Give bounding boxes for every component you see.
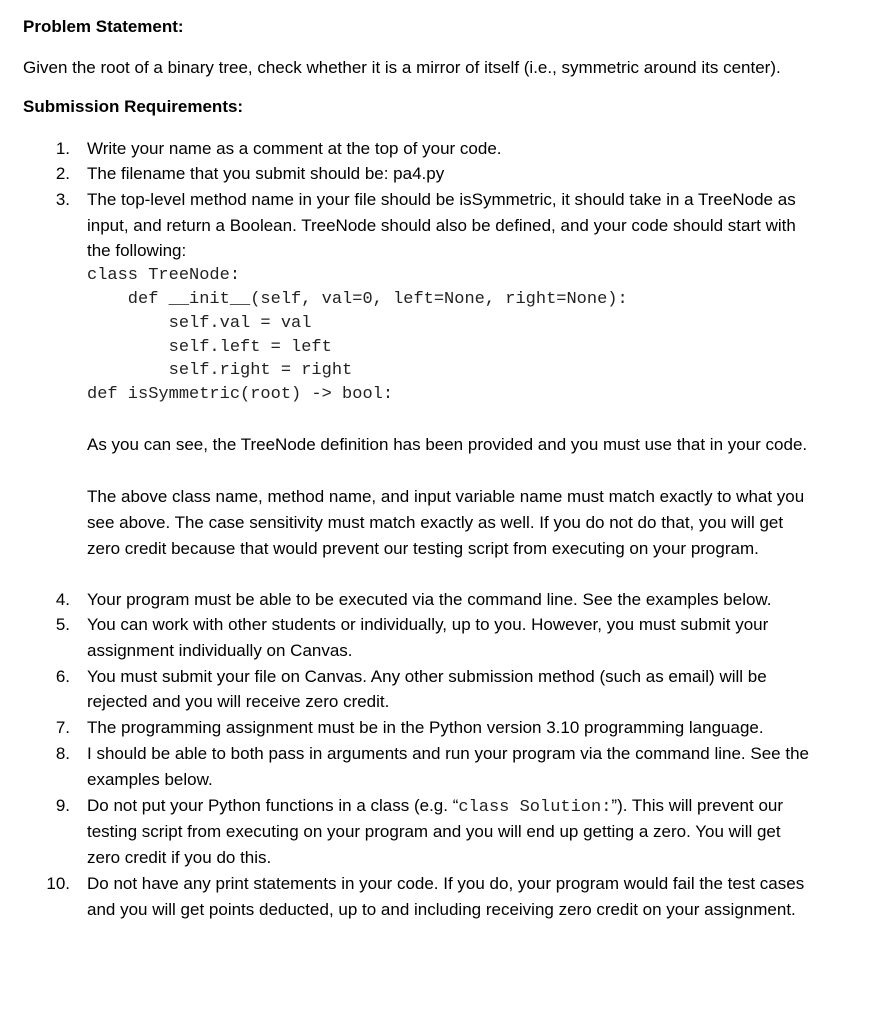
- inline-code: class Solution:: [458, 798, 612, 817]
- list-item-number: 7.: [55, 718, 70, 737]
- list-item-text: Your program must be able to be executed via the command line. See the examples below.: [87, 590, 772, 609]
- problem-statement-text: Given the root of a binary tree, check whether it is a mirror of itself (i.e., symmetric around its center).: [23, 58, 781, 77]
- case-sensitivity-note: zero credit because that would prevent our testing script from executing on your program.: [87, 539, 759, 558]
- list-item-text: rejected and you will receive zero credit.: [87, 692, 390, 711]
- code-line: self.left = left: [87, 338, 332, 357]
- list-item-text: I should be able to both pass in arguments and run your program via the command line. See the: [87, 744, 809, 763]
- list-item-text: input, and return a Boolean. TreeNode should also be defined, and your code should start with: [87, 216, 796, 235]
- list-item-text: [87, 796, 783, 817]
- list-item-text: Do not have any print statements in your code. If you do, your program would fail the test cases: [87, 874, 805, 893]
- treenode-note: As you can see, the TreeNode definition has been provided and you must use that in your code.: [87, 435, 808, 454]
- list-item-text: testing script from executing on your program and you will end up getting a zero. You will get: [87, 822, 781, 841]
- list-item-text: zero credit if you do this.: [87, 848, 272, 867]
- list-item-text: Write your name as a comment at the top of your code.: [87, 139, 502, 158]
- code-line: def isSymmetric(root) -> bool:: [87, 385, 394, 404]
- list-item-text: The programming assignment must be in the Python version 3.10 programming language.: [87, 718, 764, 737]
- list-item-text: the following:: [87, 241, 187, 260]
- list-item-number: 10.: [46, 874, 70, 893]
- list-item-number: 1.: [55, 139, 70, 158]
- code-line: class TreeNode:: [87, 266, 241, 285]
- list-item-text: The filename that you submit should be: pa4.py: [87, 164, 445, 183]
- list-item-number: 2.: [55, 164, 70, 183]
- list-item-text: assignment individually on Canvas.: [87, 641, 353, 660]
- list-item-number: 5.: [55, 615, 70, 634]
- problem-statement-heading: Problem Statement:: [23, 17, 184, 36]
- submission-requirements-heading: Submission Requirements:: [23, 97, 244, 116]
- list-item-text: You can work with other students or individually, up to you. However, you must submit your: [87, 615, 769, 634]
- list-item-number: 6.: [55, 667, 70, 686]
- list-item-number: 4.: [55, 590, 70, 609]
- list-item-number: 9.: [55, 796, 70, 815]
- case-sensitivity-note: The above class name, method name, and input variable name must match exactly to what you: [87, 487, 805, 506]
- code-line: def __init__(self, val=0, left=None, right=None):: [87, 290, 628, 309]
- code-line: self.val = val: [87, 314, 312, 333]
- list-item-text: and you will get points deducted, up to and including receiving zero credit on your assignment.: [87, 900, 796, 919]
- list-item-number: 3.: [55, 190, 70, 209]
- case-sensitivity-note: see above. The case sensitivity must match exactly as well. If you do not do that, you will get: [87, 513, 784, 532]
- list-item-text-part: Do not put your Python functions in a class (e.g. “: [87, 796, 459, 815]
- list-item-text-part: ”). This will prevent our: [611, 796, 784, 815]
- code-line: self.right = right: [87, 361, 353, 380]
- list-item-text: The top-level method name in your file should be isSymmetric, it should take in a TreeNode as: [87, 190, 796, 209]
- list-item-text: examples below.: [87, 770, 213, 789]
- list-item-number: 8.: [55, 744, 70, 763]
- list-item-text: You must submit your file on Canvas. Any other submission method (such as email) will be: [87, 667, 767, 686]
